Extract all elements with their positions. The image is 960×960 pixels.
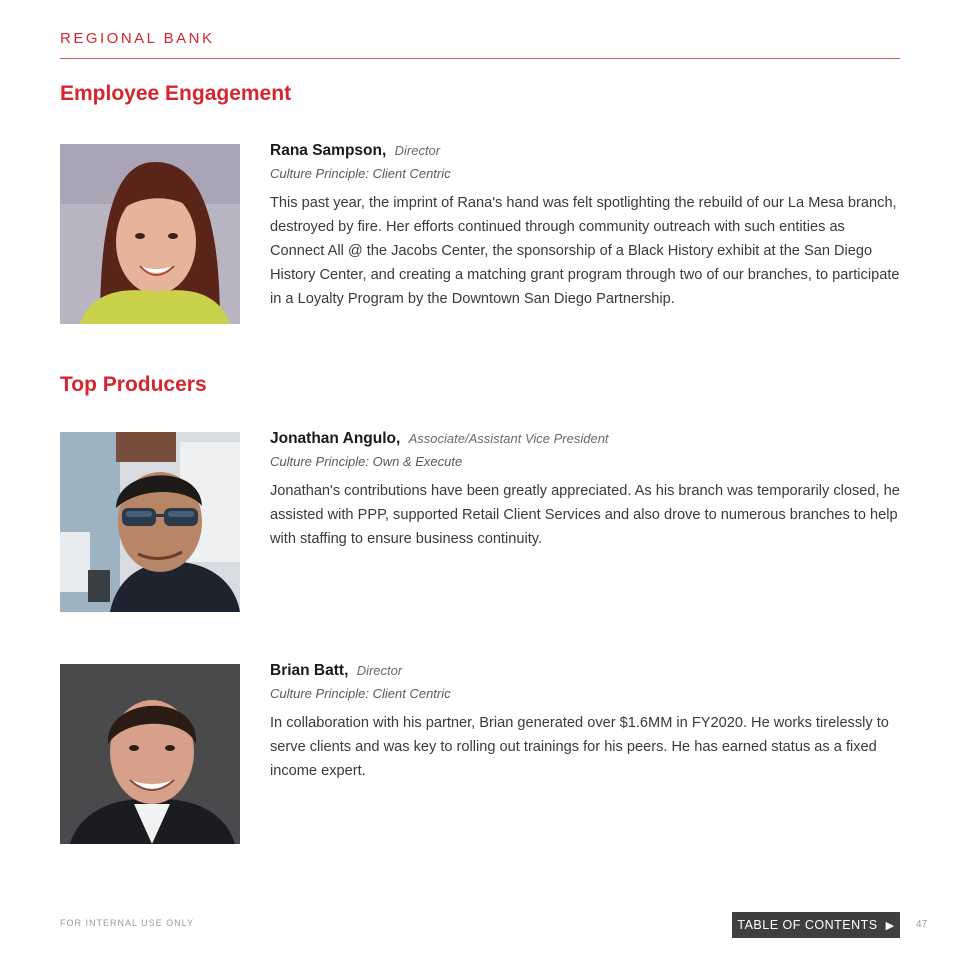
- toc-button-label: TABLE OF CONTENTS: [737, 918, 878, 932]
- person-title: Director: [356, 663, 403, 678]
- profile-text: [270, 660, 900, 783]
- internal-use-note: FOR INTERNAL USE ONLY: [60, 918, 195, 928]
- culture-principle: Culture Principle: Client Centric: [270, 686, 451, 701]
- portrait-man-glasses-image: [60, 432, 240, 612]
- name-separator: ,: [344, 662, 349, 679]
- name-separator: ,: [381, 142, 387, 159]
- profile-brian-batt: [60, 664, 900, 844]
- profile-photo-rana: [60, 144, 240, 324]
- profile-bio: In collaboration with his partner, Brian generated over $1.6MM in FY2020. He works tirelessly to serve clients and was key to rolling out trainings for his peers. He has earned status as a fixed income expert.: [270, 715, 889, 779]
- profile-photo-jonathan: [60, 432, 240, 612]
- profile-rana-sampson: [60, 144, 900, 324]
- profile-bio: Jonathan's contributions have been greatly appreciated. As his branch was temporarily closed, he assisted with PPP, supported Retail Client Services and also drove to numerous branches to help with staffing to ensure business continuity.: [270, 483, 900, 547]
- name-line: [270, 140, 900, 162]
- page-number: 47: [916, 919, 928, 930]
- profile-jonathan-angulo: [60, 432, 900, 612]
- page-header: [60, 28, 900, 59]
- person-name: Jonathan Angulo: [270, 430, 396, 447]
- person-title: Director: [394, 143, 441, 158]
- section-label: REGIONAL BANK: [60, 30, 215, 47]
- header-divider: [60, 58, 900, 59]
- play-arrow-icon: ▶: [885, 919, 895, 932]
- name-line: [270, 428, 900, 450]
- profile-bio: This past year, the imprint of Rana's hand was felt spotlighting the rebuild of our La Mesa branch, destroyed by fire. Her efforts continued through community outreach with such entities as Connect All @ the Jacobs Center, the sponsorship of a Black History exhibit at the San Diego History Center, and creating a matching grant program through two of our branches, to participate in a Loyalty Program by the Downtown San Diego Partnership.: [270, 195, 900, 307]
- table-of-contents-button[interactable]: [732, 912, 900, 938]
- portrait-man-suit-image: [60, 664, 240, 844]
- culture-principle: Culture Principle: Own & Execute: [270, 454, 463, 469]
- culture-principle: Culture Principle: Client Centric: [270, 166, 451, 181]
- name-separator: ,: [396, 430, 401, 447]
- person-name: Brian Batt: [270, 662, 345, 679]
- person-name: Rana Sampson: [270, 142, 382, 159]
- employee-engagement-heading: Employee Engagement: [60, 82, 292, 105]
- profile-photo-brian: [60, 664, 240, 844]
- profile-text: [270, 428, 900, 551]
- name-line: [270, 660, 900, 682]
- top-producers-heading: Top Producers: [60, 373, 207, 396]
- portrait-woman-image: [60, 144, 240, 324]
- profile-text: [270, 140, 900, 311]
- person-title: Associate/Assistant Vice President: [408, 431, 609, 446]
